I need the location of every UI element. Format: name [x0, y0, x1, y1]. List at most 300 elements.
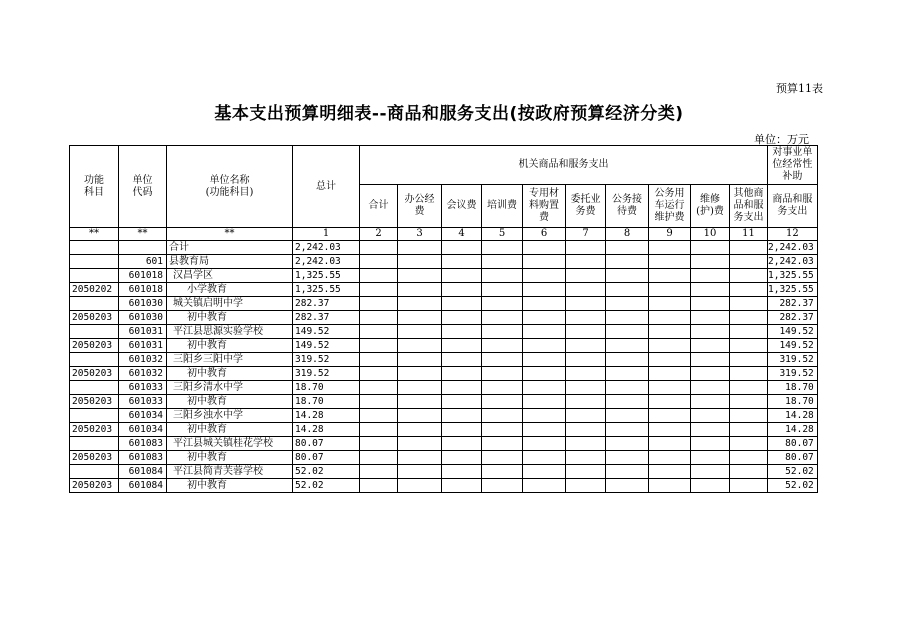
expense-cell — [523, 437, 566, 451]
header-unit-code: 单位 代码 — [119, 146, 167, 228]
expense-cell — [691, 255, 730, 269]
expense-cell — [442, 451, 482, 465]
unit-code-cell: 601084 — [119, 465, 167, 479]
expense-cell — [566, 325, 606, 339]
expense-cell — [606, 241, 649, 255]
total-cell: 319.52 — [293, 367, 360, 381]
unit-code-cell: 601033 — [119, 395, 167, 409]
subsidy-cell: 52.02 — [768, 479, 818, 493]
unit-name-cell: 县教育局 — [167, 255, 293, 269]
total-cell: 149.52 — [293, 325, 360, 339]
expense-cell — [649, 339, 691, 353]
header-col: 专用材 料购置 费 — [523, 185, 566, 228]
header-group: 机关商品和服务支出 — [360, 146, 768, 185]
header-subsidy-col: 商品和服 务支出 — [768, 185, 818, 228]
expense-cell — [523, 297, 566, 311]
expense-cell — [730, 255, 768, 269]
subsidy-cell: 282.37 — [768, 297, 818, 311]
unit-code-cell: 601031 — [119, 339, 167, 353]
expense-cell — [730, 437, 768, 451]
expense-cell — [566, 395, 606, 409]
subsidy-cell: 1,325.55 — [768, 269, 818, 283]
unit-name-cell: 汉昌学区 — [167, 269, 293, 283]
unit-code-cell: 601034 — [119, 423, 167, 437]
expense-cell — [649, 241, 691, 255]
expense-cell — [566, 451, 606, 465]
expense-cell — [691, 269, 730, 283]
index-cell: 7 — [566, 228, 606, 241]
func-code-cell: 2050203 — [70, 311, 119, 325]
expense-cell — [730, 353, 768, 367]
index-cell: ** — [119, 228, 167, 241]
expense-cell — [691, 409, 730, 423]
expense-cell — [566, 367, 606, 381]
expense-cell — [398, 423, 442, 437]
expense-cell — [360, 451, 398, 465]
expense-cell — [482, 297, 523, 311]
func-code-cell: 2050203 — [70, 395, 119, 409]
expense-cell — [606, 255, 649, 269]
expense-cell — [730, 451, 768, 465]
expense-cell — [360, 465, 398, 479]
expense-cell — [566, 381, 606, 395]
func-code-cell — [70, 325, 119, 339]
expense-cell — [606, 409, 649, 423]
expense-cell — [691, 297, 730, 311]
subsidy-cell: 14.28 — [768, 409, 818, 423]
func-code-cell — [70, 297, 119, 311]
expense-cell — [730, 339, 768, 353]
expense-cell — [360, 325, 398, 339]
func-code-cell — [70, 409, 119, 423]
expense-cell — [442, 325, 482, 339]
table-row — [70, 451, 818, 465]
total-cell: 282.37 — [293, 311, 360, 325]
expense-cell — [360, 395, 398, 409]
func-code-cell: 2050203 — [70, 367, 119, 381]
total-cell: 80.07 — [293, 437, 360, 451]
expense-cell — [649, 451, 691, 465]
unit-code-cell: 601084 — [119, 479, 167, 493]
expense-cell — [566, 283, 606, 297]
unit-code-cell: 601030 — [119, 297, 167, 311]
expense-cell — [523, 269, 566, 283]
table-row — [70, 255, 818, 269]
expense-cell — [442, 437, 482, 451]
expense-cell — [606, 465, 649, 479]
expense-cell — [482, 255, 523, 269]
expense-cell — [606, 451, 649, 465]
expense-cell — [606, 381, 649, 395]
unit-label: 单位：万元 — [754, 133, 809, 146]
header-func-code: 功能 科目 — [70, 146, 119, 228]
unit-code-cell: 601032 — [119, 367, 167, 381]
expense-cell — [360, 311, 398, 325]
expense-cell — [523, 325, 566, 339]
expense-cell — [482, 409, 523, 423]
table-row — [70, 325, 818, 339]
table-row — [70, 367, 818, 381]
expense-cell — [360, 437, 398, 451]
subsidy-cell: 18.70 — [768, 395, 818, 409]
index-cell: 4 — [442, 228, 482, 241]
expense-cell — [482, 479, 523, 493]
expense-cell — [398, 325, 442, 339]
expense-cell — [360, 241, 398, 255]
expense-cell — [730, 297, 768, 311]
page-title: 基本支出预算明细表--商品和服务支出(按政府预算经济分类) — [214, 104, 684, 124]
unit-name-cell: 初中教育 — [167, 451, 293, 465]
expense-cell — [730, 409, 768, 423]
expense-cell — [442, 479, 482, 493]
expense-cell — [442, 395, 482, 409]
subsidy-cell: 52.02 — [768, 465, 818, 479]
expense-cell — [398, 381, 442, 395]
expense-cell — [730, 479, 768, 493]
func-code-cell — [70, 465, 119, 479]
expense-cell — [566, 297, 606, 311]
total-cell: 2,242.03 — [293, 255, 360, 269]
table-row — [70, 241, 818, 255]
header-col: 会议费 — [442, 185, 482, 228]
func-code-cell — [70, 437, 119, 451]
expense-cell — [649, 465, 691, 479]
expense-cell — [730, 241, 768, 255]
total-cell: 2,242.03 — [293, 241, 360, 255]
expense-cell — [482, 423, 523, 437]
expense-cell — [730, 283, 768, 297]
func-code-cell — [70, 353, 119, 367]
unit-name-cell: 三阳乡三阳中学 — [167, 353, 293, 367]
expense-cell — [606, 423, 649, 437]
unit-code-cell: 601 — [119, 255, 167, 269]
unit-name-cell: 城关镇启明中学 — [167, 297, 293, 311]
expense-cell — [360, 255, 398, 269]
expense-cell — [730, 325, 768, 339]
expense-cell — [566, 423, 606, 437]
table-row — [70, 283, 818, 297]
expense-cell — [442, 353, 482, 367]
expense-cell — [442, 241, 482, 255]
expense-cell — [398, 451, 442, 465]
subsidy-cell: 80.07 — [768, 451, 818, 465]
index-cell: 11 — [730, 228, 768, 241]
subsidy-cell: 2,242.03 — [768, 241, 818, 255]
expense-cell — [566, 479, 606, 493]
expense-cell — [398, 269, 442, 283]
expense-cell — [482, 311, 523, 325]
expense-cell — [730, 465, 768, 479]
header-col: 维修 (护)费 — [691, 185, 730, 228]
expense-cell — [606, 395, 649, 409]
total-cell: 149.52 — [293, 339, 360, 353]
expense-cell — [606, 353, 649, 367]
expense-cell — [606, 283, 649, 297]
expense-cell — [360, 353, 398, 367]
total-cell: 14.28 — [293, 423, 360, 437]
expense-cell — [566, 311, 606, 325]
expense-cell — [566, 353, 606, 367]
expense-cell — [360, 297, 398, 311]
expense-cell — [523, 353, 566, 367]
header-total: 总计 — [293, 146, 360, 228]
index-cell: 10 — [691, 228, 730, 241]
form-number: 预算11表 — [776, 82, 823, 95]
subsidy-cell: 319.52 — [768, 367, 818, 381]
header-col: 其他商 品和服 务支出 — [730, 185, 768, 228]
expense-cell — [523, 367, 566, 381]
total-cell: 52.02 — [293, 479, 360, 493]
subsidy-cell: 80.07 — [768, 437, 818, 451]
header-subsidy-group: 对事业单 位经常性 补助 — [768, 146, 818, 185]
header-col: 合计 — [360, 185, 398, 228]
expense-cell — [606, 311, 649, 325]
expense-cell — [398, 255, 442, 269]
func-code-cell: 2050202 — [70, 283, 119, 297]
expense-cell — [649, 437, 691, 451]
expense-cell — [606, 269, 649, 283]
unit-name-cell: 三阳乡浊水中学 — [167, 409, 293, 423]
expense-cell — [730, 311, 768, 325]
subsidy-cell: 319.52 — [768, 353, 818, 367]
unit-code-cell: 601083 — [119, 437, 167, 451]
expense-cell — [566, 339, 606, 353]
expense-cell — [730, 269, 768, 283]
unit-code-cell: 601032 — [119, 353, 167, 367]
expense-cell — [482, 241, 523, 255]
expense-cell — [606, 297, 649, 311]
expense-cell — [482, 269, 523, 283]
unit-code-cell — [119, 241, 167, 255]
expense-cell — [398, 409, 442, 423]
expense-cell — [482, 465, 523, 479]
expense-cell — [691, 353, 730, 367]
expense-cell — [566, 269, 606, 283]
table-row — [70, 437, 818, 451]
index-cell: 3 — [398, 228, 442, 241]
expense-cell — [523, 395, 566, 409]
unit-name-cell: 平江县思源实验学校 — [167, 325, 293, 339]
expense-cell — [730, 381, 768, 395]
expense-cell — [691, 367, 730, 381]
expense-cell — [691, 451, 730, 465]
unit-name-cell: 小学教育 — [167, 283, 293, 297]
unit-name-cell: 初中教育 — [167, 311, 293, 325]
total-cell: 1,325.55 — [293, 269, 360, 283]
table-row — [70, 409, 818, 423]
expense-cell — [482, 451, 523, 465]
expense-cell — [523, 339, 566, 353]
func-code-cell: 2050203 — [70, 339, 119, 353]
expense-cell — [649, 297, 691, 311]
func-code-cell — [70, 241, 119, 255]
table-row — [70, 381, 818, 395]
table-row — [70, 297, 818, 311]
unit-code-cell: 601033 — [119, 381, 167, 395]
expense-cell — [523, 451, 566, 465]
expense-cell — [566, 409, 606, 423]
subsidy-cell: 149.52 — [768, 339, 818, 353]
header-col: 培训费 — [482, 185, 523, 228]
expense-cell — [442, 465, 482, 479]
total-cell: 18.70 — [293, 395, 360, 409]
expense-cell — [482, 353, 523, 367]
expense-cell — [649, 353, 691, 367]
expense-cell — [398, 437, 442, 451]
expense-cell — [691, 381, 730, 395]
expense-cell — [691, 339, 730, 353]
unit-name-cell: 初中教育 — [167, 367, 293, 381]
expense-cell — [691, 325, 730, 339]
unit-name-cell: 三阳乡清水中学 — [167, 381, 293, 395]
index-cell: 6 — [523, 228, 566, 241]
expense-cell — [649, 311, 691, 325]
expense-cell — [482, 325, 523, 339]
expense-cell — [606, 325, 649, 339]
unit-name-cell: 初中教育 — [167, 423, 293, 437]
header-col: 委托业 务费 — [566, 185, 606, 228]
total-cell: 52.02 — [293, 465, 360, 479]
subsidy-cell: 149.52 — [768, 325, 818, 339]
header-col: 办公经 费 — [398, 185, 442, 228]
total-cell: 1,325.55 — [293, 283, 360, 297]
expense-cell — [606, 437, 649, 451]
table-row — [70, 339, 818, 353]
index-cell: 9 — [649, 228, 691, 241]
func-code-cell: 2050203 — [70, 479, 119, 493]
table-row — [70, 395, 818, 409]
index-cell: 5 — [482, 228, 523, 241]
expense-cell — [523, 255, 566, 269]
expense-cell — [606, 367, 649, 381]
index-cell: 12 — [768, 228, 818, 241]
expense-cell — [691, 283, 730, 297]
expense-cell — [482, 395, 523, 409]
index-cell: 2 — [360, 228, 398, 241]
table-row — [70, 269, 818, 283]
expense-cell — [398, 339, 442, 353]
unit-name-cell: 合计 — [167, 241, 293, 255]
total-cell: 282.37 — [293, 297, 360, 311]
header-col: 公务用 车运行 维护费 — [649, 185, 691, 228]
subsidy-cell: 18.70 — [768, 381, 818, 395]
expense-cell — [523, 479, 566, 493]
index-cell: 1 — [293, 228, 360, 241]
expense-cell — [649, 283, 691, 297]
subsidy-cell: 14.28 — [768, 423, 818, 437]
expense-cell — [442, 269, 482, 283]
expense-cell — [398, 465, 442, 479]
table-row — [70, 311, 818, 325]
expense-cell — [442, 339, 482, 353]
expense-cell — [566, 241, 606, 255]
unit-code-cell: 601083 — [119, 451, 167, 465]
expense-cell — [691, 395, 730, 409]
expense-cell — [523, 381, 566, 395]
unit-code-cell: 601018 — [119, 269, 167, 283]
subsidy-cell: 2,242.03 — [768, 255, 818, 269]
expense-cell — [649, 479, 691, 493]
unit-name-cell: 平江县简青芙蓉学校 — [167, 465, 293, 479]
index-row — [70, 228, 818, 241]
unit-name-cell: 初中教育 — [167, 479, 293, 493]
unit-name-cell: 初中教育 — [167, 339, 293, 353]
expense-cell — [482, 367, 523, 381]
expense-cell — [360, 367, 398, 381]
total-cell: 319.52 — [293, 353, 360, 367]
expense-cell — [691, 465, 730, 479]
expense-cell — [649, 255, 691, 269]
expense-cell — [691, 311, 730, 325]
unit-name-cell: 初中教育 — [167, 395, 293, 409]
unit-name-cell: 平江县城关镇桂花学校 — [167, 437, 293, 451]
index-cell: 8 — [606, 228, 649, 241]
expense-cell — [398, 395, 442, 409]
expense-cell — [566, 465, 606, 479]
expense-cell — [482, 437, 523, 451]
subsidy-cell: 1,325.55 — [768, 283, 818, 297]
expense-cell — [691, 241, 730, 255]
expense-cell — [360, 381, 398, 395]
func-code-cell — [70, 255, 119, 269]
func-code-cell: 2050203 — [70, 451, 119, 465]
unit-code-cell: 601030 — [119, 311, 167, 325]
table-row — [70, 465, 818, 479]
table-row — [70, 353, 818, 367]
unit-code-cell: 601034 — [119, 409, 167, 423]
unit-code-cell: 601018 — [119, 283, 167, 297]
expense-cell — [606, 479, 649, 493]
expense-cell — [442, 409, 482, 423]
index-cell: ** — [167, 228, 293, 241]
expense-cell — [523, 311, 566, 325]
expense-cell — [398, 297, 442, 311]
expense-cell — [360, 423, 398, 437]
expense-cell — [691, 479, 730, 493]
expense-cell — [360, 339, 398, 353]
expense-cell — [649, 269, 691, 283]
expense-cell — [398, 241, 442, 255]
expense-cell — [523, 241, 566, 255]
unit-code-cell: 601031 — [119, 325, 167, 339]
total-cell: 18.70 — [293, 381, 360, 395]
expense-cell — [566, 255, 606, 269]
expense-cell — [606, 339, 649, 353]
expense-cell — [649, 325, 691, 339]
expense-cell — [691, 423, 730, 437]
expense-cell — [398, 311, 442, 325]
expense-cell — [398, 283, 442, 297]
expense-cell — [360, 479, 398, 493]
expense-cell — [442, 381, 482, 395]
expense-cell — [649, 367, 691, 381]
expense-cell — [442, 311, 482, 325]
expense-cell — [730, 423, 768, 437]
expense-cell — [730, 367, 768, 381]
expense-cell — [691, 437, 730, 451]
expense-cell — [649, 409, 691, 423]
header-unit-name: 单位名称 (功能科目) — [167, 146, 293, 228]
expense-cell — [360, 269, 398, 283]
total-cell: 14.28 — [293, 409, 360, 423]
table-row — [70, 479, 818, 493]
expense-cell — [649, 423, 691, 437]
expense-cell — [730, 395, 768, 409]
expense-cell — [360, 409, 398, 423]
func-code-cell — [70, 381, 119, 395]
expense-cell — [398, 479, 442, 493]
expense-cell — [523, 423, 566, 437]
